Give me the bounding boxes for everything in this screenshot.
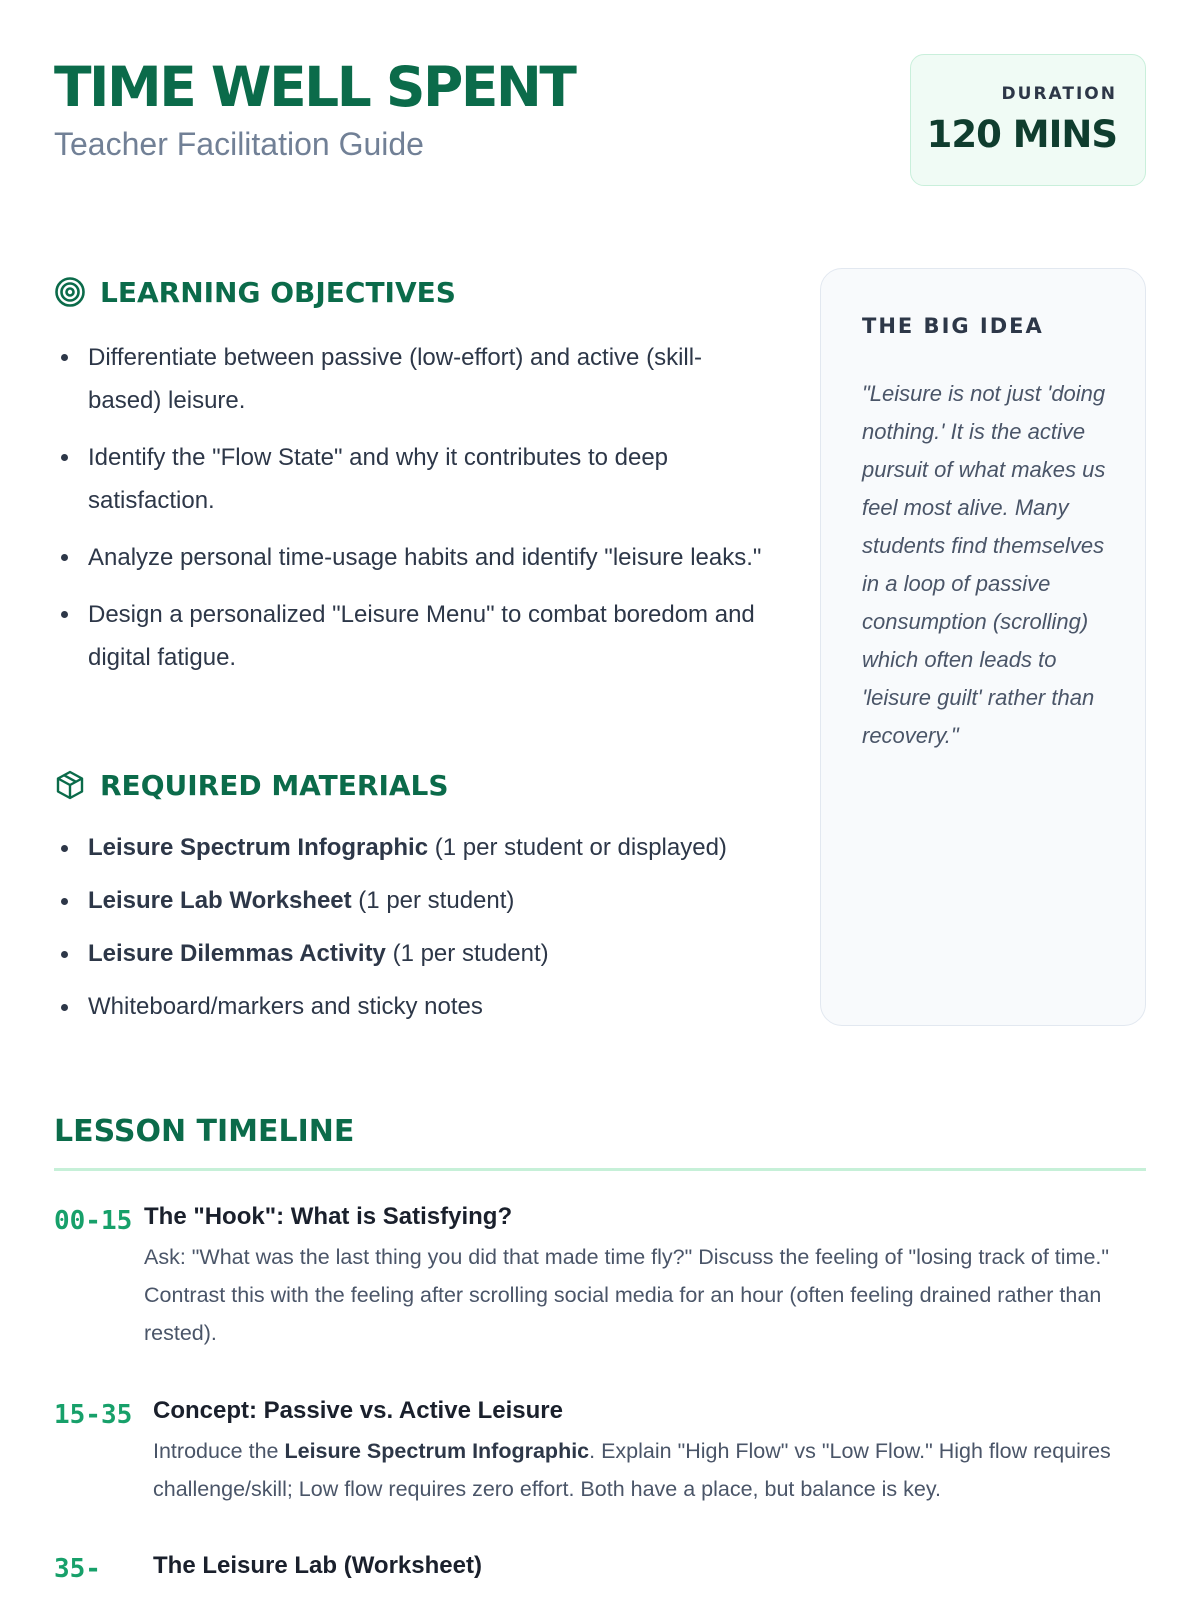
material-item xyxy=(54,937,774,971)
objective-item: Design a personalized "Leisure Menu" to combat boredom and digital fatigue. xyxy=(54,593,774,679)
objective-item: Analyze personal time-usage habits and identify "leisure leaks." xyxy=(54,536,774,579)
material-item xyxy=(54,884,774,918)
timeline-description xyxy=(153,1432,1133,1508)
material-item xyxy=(54,990,774,1024)
page-title: TIME WELL SPENT xyxy=(54,55,575,119)
objectives-list xyxy=(54,336,774,693)
timeline-desc-text: Introduce the xyxy=(153,1439,285,1463)
objective-item: Differentiate between passive (low-effort) and active (skill-based) leisure. xyxy=(54,336,774,422)
target-icon xyxy=(54,276,86,308)
materials-header xyxy=(54,765,449,805)
material-note: (1 per student) xyxy=(385,940,549,967)
timeline-desc-bold: Leisure Spectrum Infographic xyxy=(284,1439,590,1463)
material-name: Leisure Lab Worksheet xyxy=(88,887,352,914)
objectives-header xyxy=(54,272,456,312)
big-idea-card xyxy=(820,268,1146,1026)
timeline-desc-text: Ask: "What was the last thing you did that made time fly?" Discuss the feeling of "losing track of time." Contrast this with the feeling after scrolling social media for an hour (often feeling drained rather than rested). xyxy=(144,1245,1110,1345)
big-idea-quote: "Leisure is not just 'doing nothing.' It is the active pursuit of what makes us feel most alive. Many students find themselves in a loop of passive consumption (scrolling) which often leads to 'leisure guilt' rather than recovery." xyxy=(862,381,1106,748)
timeline-item xyxy=(144,1200,1124,1352)
materials-list xyxy=(54,831,774,1043)
materials-heading: REQUIRED MATERIALS xyxy=(100,768,449,802)
material-note: (1 per student or displayed) xyxy=(428,834,727,861)
timeline-item xyxy=(153,1394,1133,1508)
material-note: (1 per student) xyxy=(351,887,515,914)
page-subtitle: Teacher Facilitation Guide xyxy=(54,126,424,162)
material-note: Whiteboard/markers and sticky notes xyxy=(88,993,483,1020)
timeline-time: 15-35 xyxy=(54,1400,133,1430)
material-name: Leisure Dilemmas Activity xyxy=(88,940,386,967)
objectives-heading: LEARNING OBJECTIVES xyxy=(100,275,456,309)
material-name: Leisure Spectrum Infographic xyxy=(88,834,429,861)
timeline-item xyxy=(153,1549,1133,1583)
timeline-heading: The "Hook": What is Satisfying? xyxy=(144,1203,513,1230)
box-icon xyxy=(54,769,86,801)
timeline-description xyxy=(144,1238,1124,1352)
timeline-title: LESSON TIMELINE xyxy=(54,1114,355,1149)
timeline-heading: The Leisure Lab (Worksheet) xyxy=(153,1552,482,1579)
duration-label: DURATION xyxy=(1001,84,1117,104)
timeline-desc-text: . Explain "High Flow" vs "Low Flow." High flow requires challenge/skill; Low flow requires zero effort. Both have a place, but balance is key. xyxy=(153,1439,1111,1501)
duration-value: 120 MINS xyxy=(926,113,1117,156)
objective-item: Identify the "Flow State" and why it contributes to deep satisfaction. xyxy=(54,436,774,522)
material-item xyxy=(54,831,774,865)
timeline-time: 00-15 xyxy=(54,1206,133,1236)
timeline-heading: Concept: Passive vs. Active Leisure xyxy=(153,1397,563,1424)
timeline-divider xyxy=(54,1168,1146,1171)
big-idea-title: THE BIG IDEA xyxy=(862,314,1044,338)
timeline-time: 35- xyxy=(54,1554,101,1584)
duration-card xyxy=(910,54,1146,186)
